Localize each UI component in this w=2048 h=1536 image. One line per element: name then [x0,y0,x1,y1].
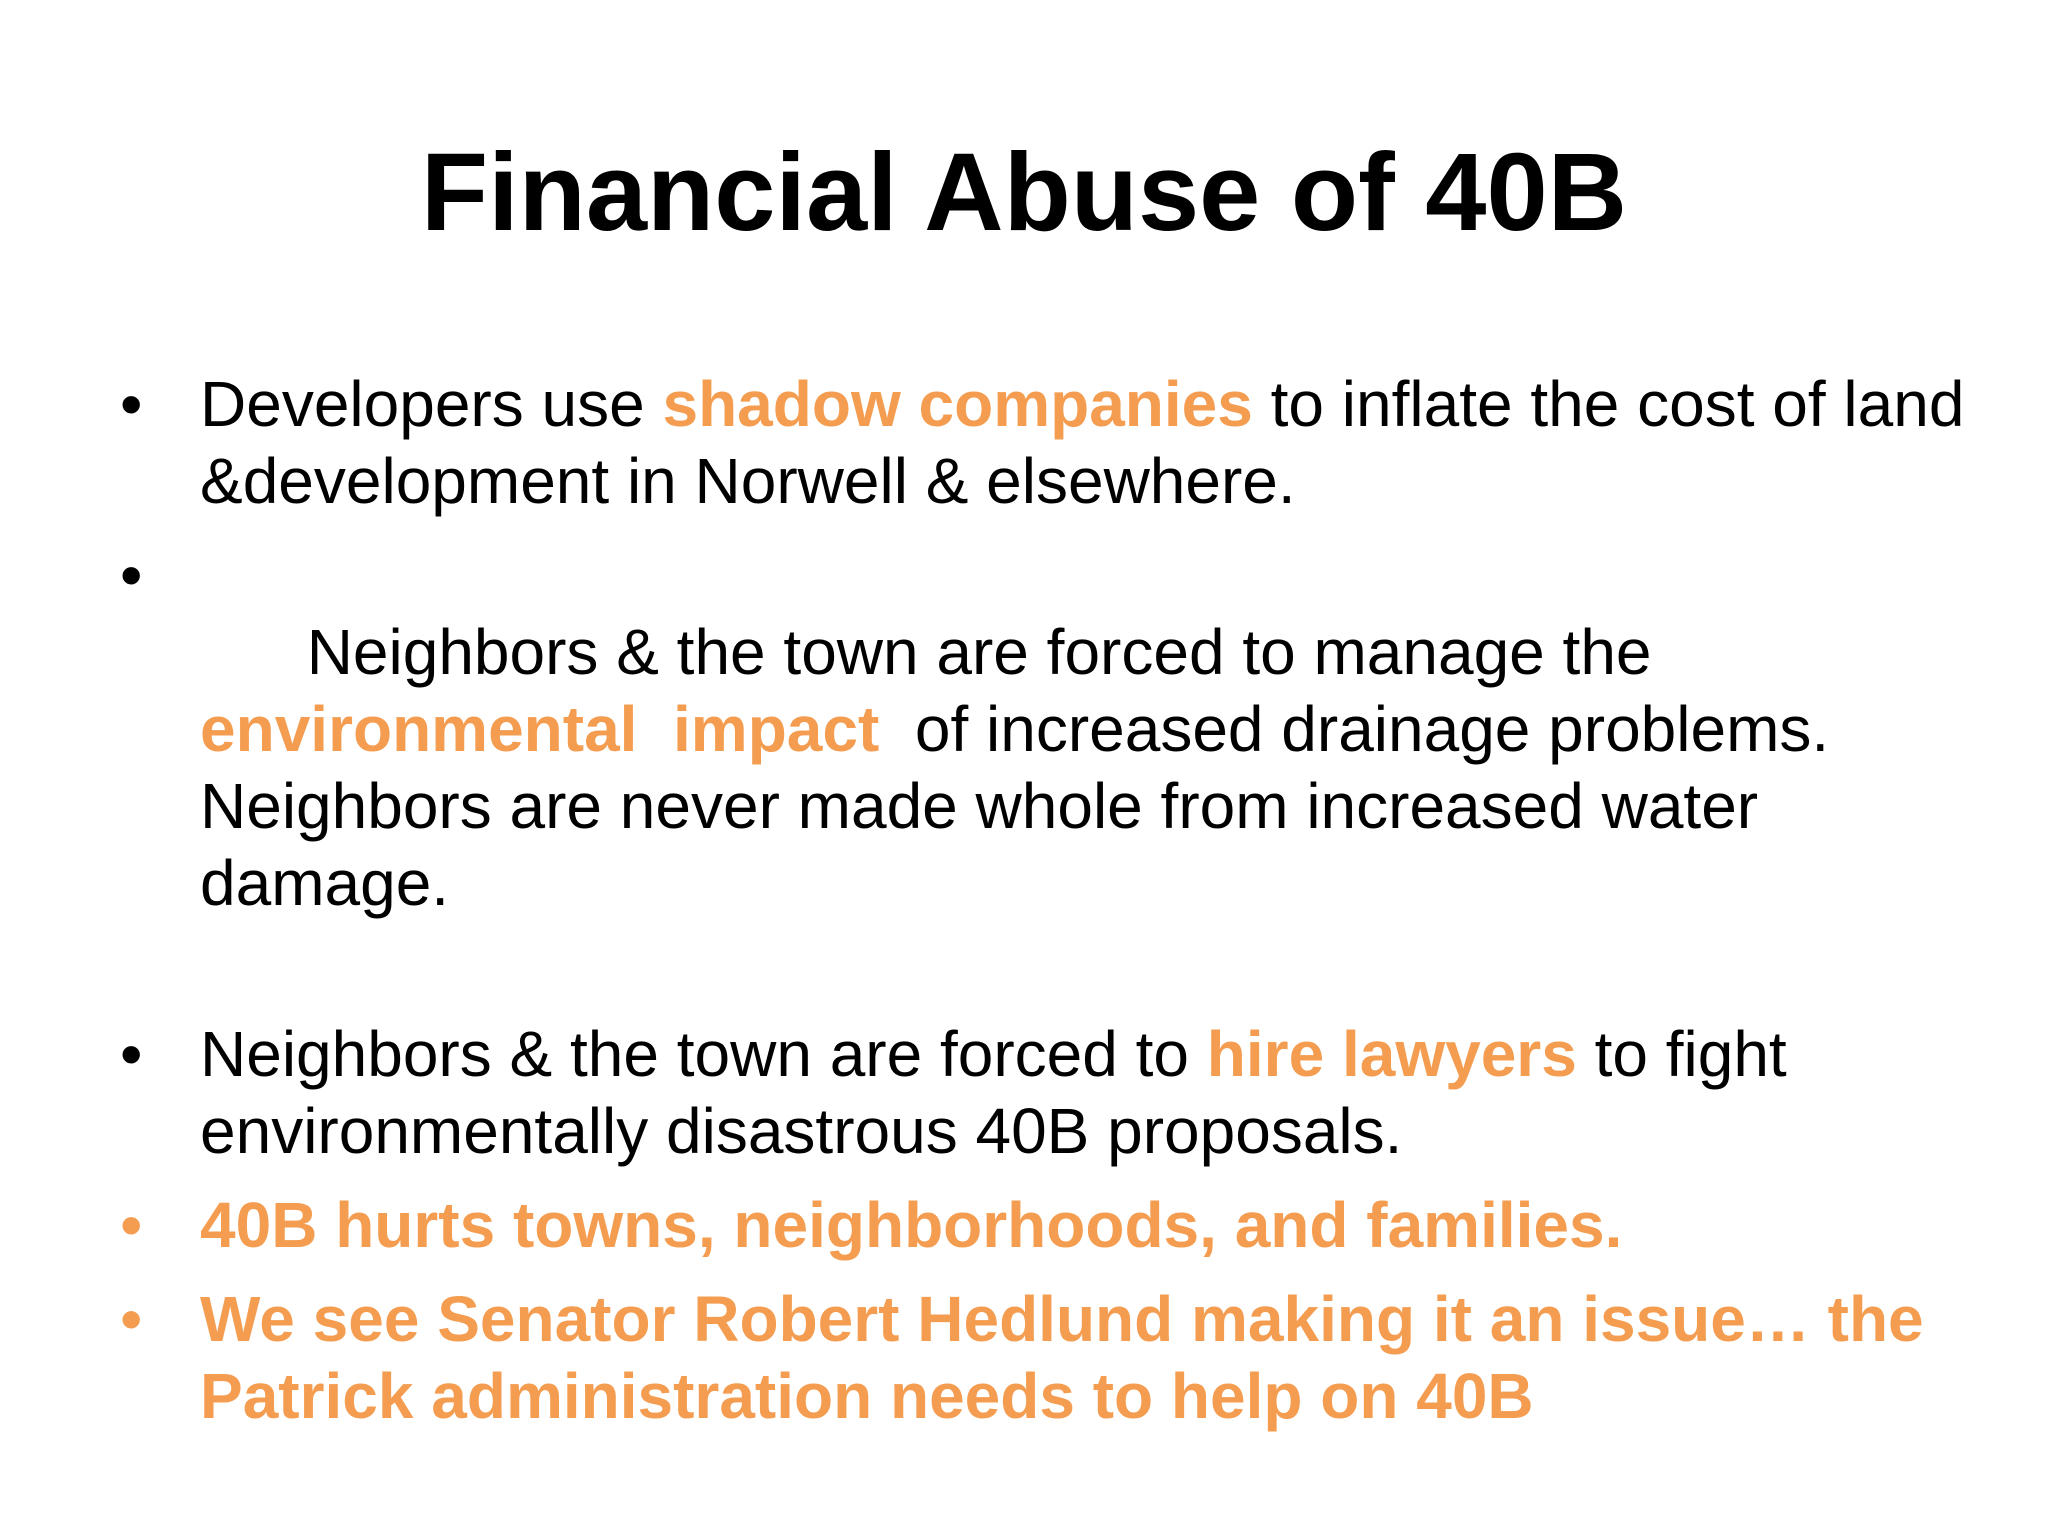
bullet-dot: • [120,539,143,611]
bullet-list [120,366,1990,1452]
bullet-text: to fight environmentally disastrous 40B proposals. [200,1018,1787,1167]
bullet-dot: • [120,1018,143,1090]
bullet-highlight: environmental impact [200,693,880,765]
bullet-item-shadow-companies [120,366,1990,520]
bullet-text: Neighbors & the town are forced to [200,1018,1207,1090]
bullet-item-environmental-impact [120,537,1990,999]
bullet-dot: • [120,368,143,440]
bullet-text: We see Senator Robert Hedlund making it an issue… the Patrick administration needs to help on 40B [200,1283,1924,1432]
bullet-item-40b-hurts [120,1187,1990,1264]
bullet-dot: • [120,1283,143,1355]
bullet-text: of increased drainage problems. Neighbors are never made whole from increased water damage. [200,693,1865,919]
bullet-text: Developers use [200,368,663,440]
bullet-dot: • [120,1189,143,1261]
bullet-item-senator-hedlund [120,1281,1990,1435]
slide-title: Financial Abuse of 40B [420,131,1628,254]
bullet-item-hire-lawyers [120,1016,1990,1170]
bullet-highlight: shadow companies [662,368,1253,440]
bullet-text: 40B hurts towns, neighborhoods, and families. [200,1189,1623,1261]
bullet-text: to inflate the cost of land &development in Norwell & elsewhere. [200,368,1965,517]
bullet-text: Neighbors & the town are forced to manage the [306,616,1670,688]
bullet-highlight: hire lawyers [1206,1018,1577,1090]
